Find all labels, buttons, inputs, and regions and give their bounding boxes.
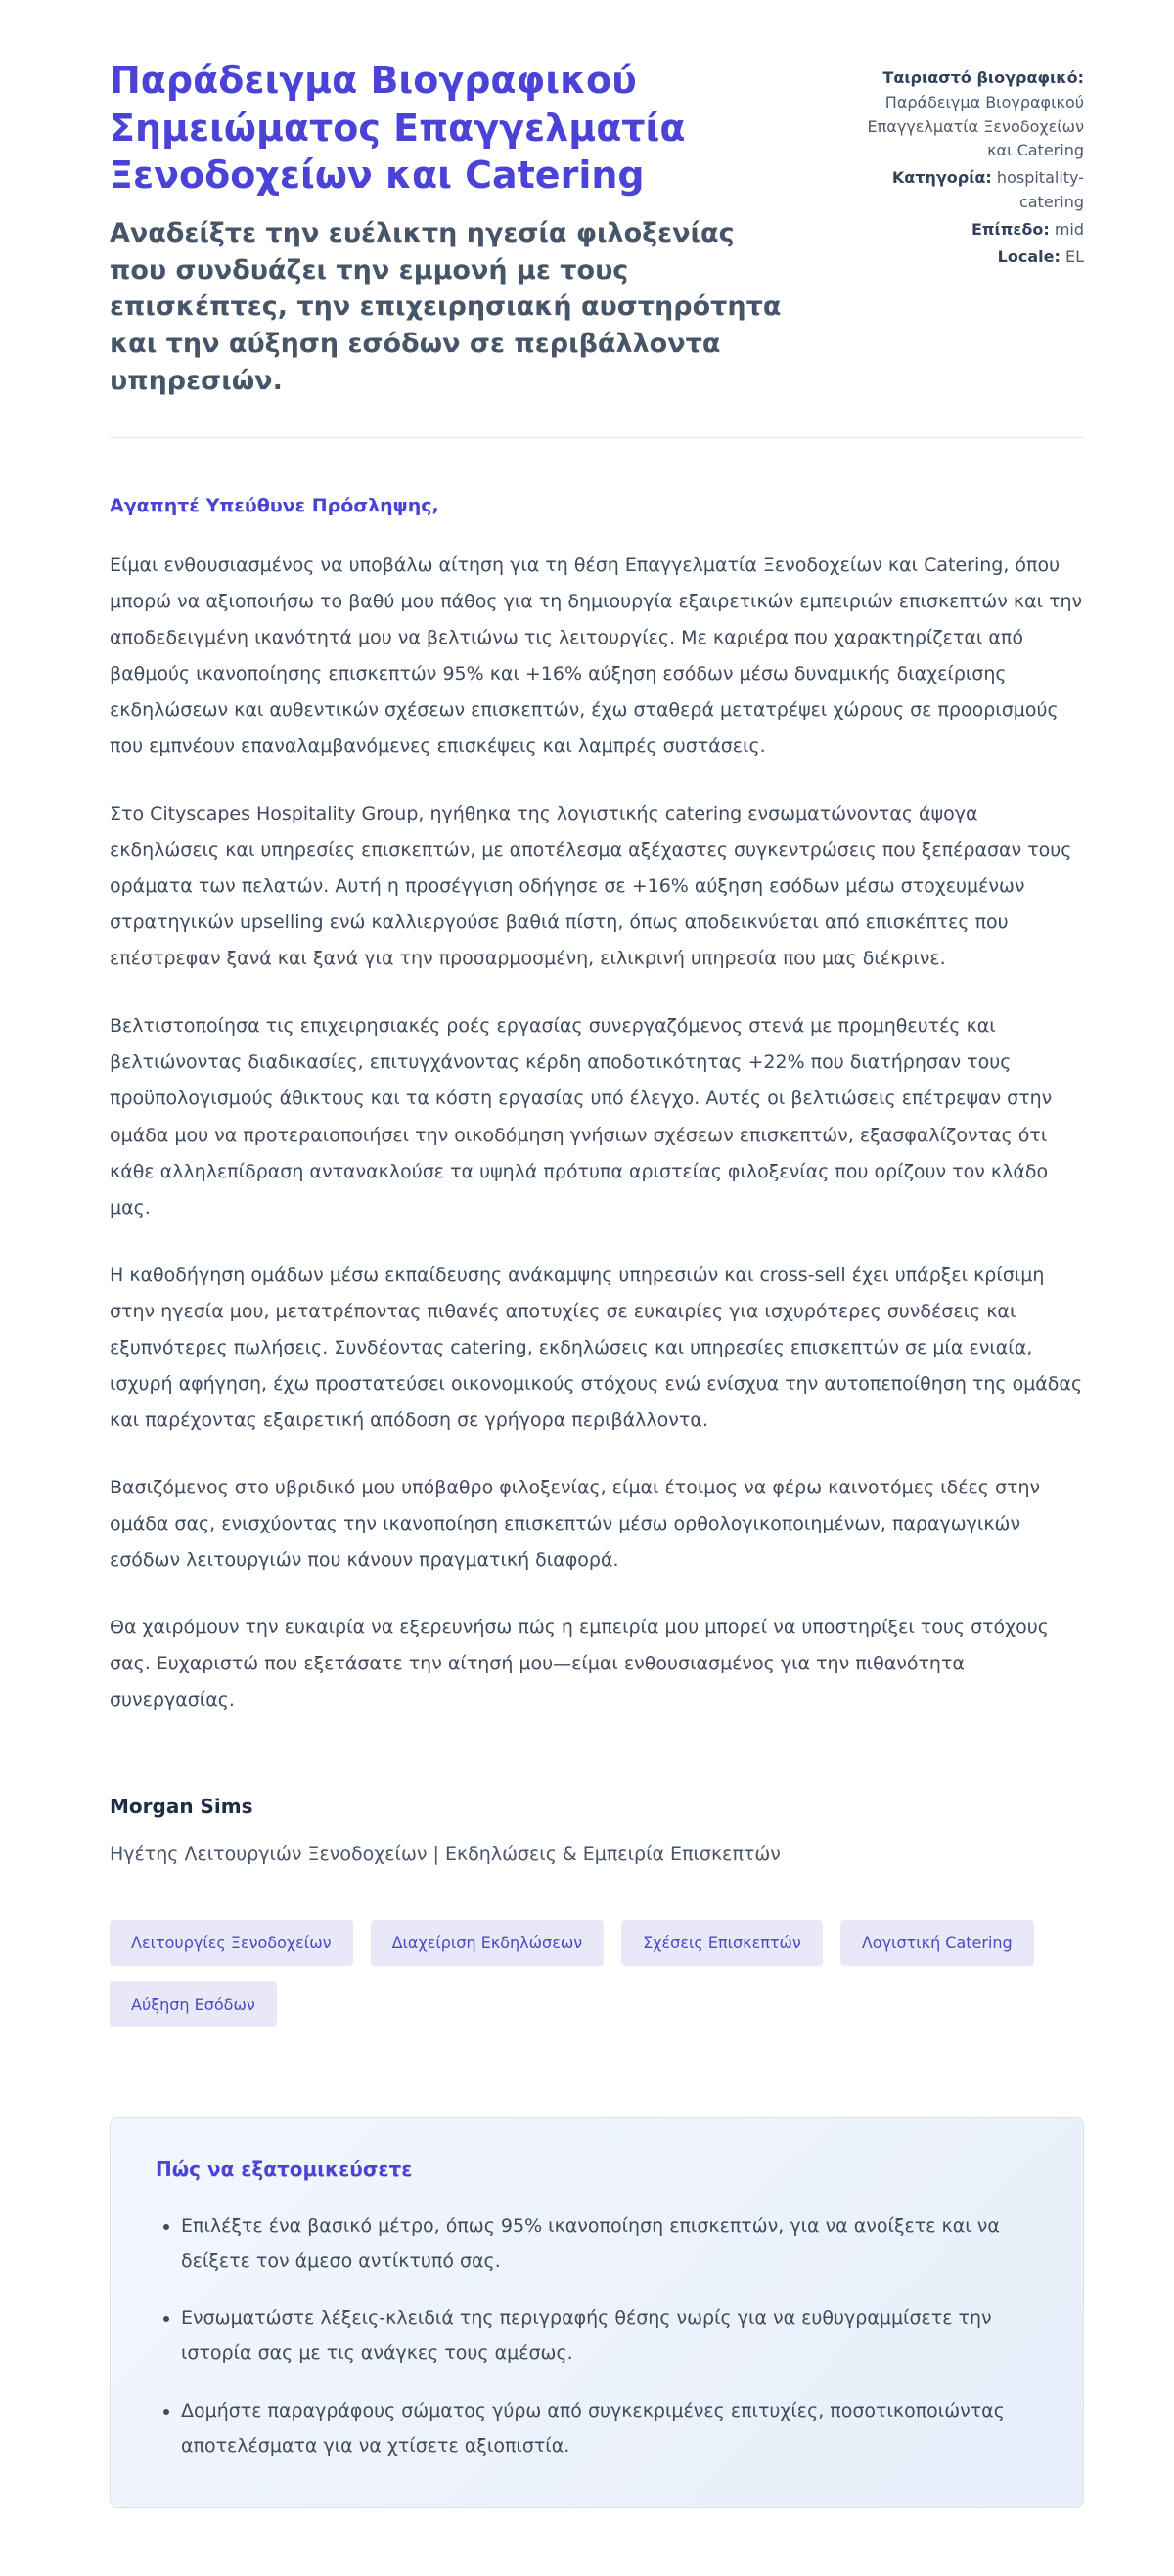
meta-label: Locale: (997, 246, 1061, 266)
letter-paragraph: Η καθοδήγηση ομάδων μέσω εκπαίδευσης ανάκαμψης υπηρεσιών και cross-sell έχει υπάρξει κρίσιμη στην ηγεσία μου, μετατρέποντας πιθανές αποτυχίες σε ευκαιρίες για ισχυρότερες συνδέσεις και εξυπνότερες πωλήσεις. Συνδέοντας catering, εκδηλώσεις και υπηρεσίες επισκεπτών σε μία ενιαία, ισχυρή αφήγηση, έχω προστατεύσει οικονομικούς στόχους ενώ ενίσχυα την αυτοπεποίθηση της ομάδας και παρέχοντας εξαιρετική απόδοση σε γρήγορα περιβάλλοντα. (110, 1264, 1083, 1431)
tip-item: • Ενσωματώστε λέξεις-κλειδιά της περιγραφής θέσης νωρίς για να ευθυγραμμίσετε την ιστορία σας με τις ανάγκες τους αμέσως. (181, 2300, 1038, 2371)
meta-value: Παράδειγμα Βιογραφικού Επαγγελματία Ξενοδοχείων και Catering (867, 92, 1084, 160)
meta-label: Ταιριαστό βιογραφικό: (882, 68, 1084, 87)
skill-tags (110, 1920, 1084, 2027)
letter-paragraph: Θα χαιρόμουν την ευκαιρία να εξερευνήσω πώς η εμπειρία μου μπορεί να υποστηρίξει τους στόχους σας. Ευχαριστώ που εξετάσατε την αίτησή μου—είμαι ενθουσιασμένος για την πιθανότητα συνεργασίας. (110, 1617, 1049, 1711)
header-divider (110, 437, 1084, 438)
tips-heading: Πώς να εξατομικεύσετε (156, 2157, 413, 2182)
letter-greeting: Αγαπητέ Υπεύθυνε Πρόσληψης, (110, 494, 439, 516)
page-title: Παράδειγμα Βιογραφικού Σημειώματος Επαγγελματία Ξενοδοχείων και Catering (110, 59, 686, 198)
meta-row-locale (849, 245, 1084, 270)
meta-value: mid (1054, 219, 1084, 239)
meta-panel (849, 57, 1084, 272)
signature-role: Ηγέτης Λειτουργιών Ξενοδοχείων | Εκδηλώσεις & Εμπειρία Επισκεπτών (110, 1843, 781, 1866)
meta-row-category (849, 166, 1084, 215)
cover-letter-body (110, 495, 1084, 1865)
meta-label: Κατηγορία: (891, 168, 992, 188)
header-title-block (110, 57, 802, 400)
customization-tips-box (110, 2117, 1084, 2508)
meta-value: hospitality-catering (996, 168, 1084, 211)
page-subtitle: Αναδείξτε την ευέλικτη ηγεσία φιλοξενίας που συνδυάζει την εμμονή με τους επισκέπτες, την επιχειρησιακή αυστηρότητα και την αύξηση εσόδων σε περιβάλλοντα υπηρεσιών. (110, 217, 782, 397)
tips-list (156, 2208, 1038, 2464)
meta-row-level (849, 218, 1084, 243)
letter-paragraph: Βελτιστοποίησα τις επιχειρησιακές ροές εργασίας συνεργαζόμενος στενά με προμηθευτές και βελτιώνοντας διαδικασίες, επιτυγχάνοντας κέρδη αποδοτικότητας +22% που διατήρησαν τους προϋπολογισμούς άθικτους και τα κόστη εργασίας υπό έλεγχο. Αυτές οι βελτιώσεις επέτρεψαν στην ομάδα μου να προτεραιοποιήσει την οικοδόμηση γνήσιων σχέσεων επισκεπτών, εξασφαλίζοντας ότι κάθε αλληλεπίδραση αντανακλούσε τα υψηλά πρότυπα αριστείας φιλοξενίας που ορίζουν τον κλάδο μας. (110, 1015, 1053, 1219)
letter-paragraph: Είμαι ενθουσιασμένος να υποβάλω αίτηση για τη θέση Επαγγελματία Ξενοδοχείων και Catering, όπου μπορώ να αξιοποιήσω το βαθύ μου πάθος για τη δημιουργία εξαιρετικών εμπειριών επισκεπτών και την αποδεδειγμένη ικανότητά μου να βελτιώνω τις λειτουργίες. Με καριέρα που χαρακτηρίζεται από βαθμούς ικανοποίησης επισκεπτών 95% και +16% αύξηση εσόδων μέσω δυναμικής διαχείρισης εκδηλώσεων και αυθεντικών σχέσεων επισκεπτών, έχω σταθερά μετατρέψει χώρους σε προορισμούς που εμπνέουν επαναλαμβανόμενες επισκέψεις και λαμπρές συστάσεις. (110, 554, 1083, 758)
skill-tag: Διαχείριση Εκδηλώσεων (371, 1920, 605, 1966)
meta-value: EL (1064, 246, 1084, 266)
meta-row-matching-resume (849, 67, 1084, 163)
letter-paragraph: Στο Cityscapes Hospitality Group, ηγήθηκα της λογιστικής catering ενσωματώνοντας άψογα εκδηλώσεις και υπηρεσίες επισκεπτών, με αποτέλεσμα αξέχαστες συγκεντρώσεις που ξεπέρασαν τους οράματα των πελατών. Αυτή η προσέγγιση οδήγησε σε +16% αύξηση εσόδων μέσω στοχευμένων στρατηγικών upselling ενώ καλλιεργούσε βαθιά πίστη, όπως αποδεικνύεται από επισκέπτες που επέστρεφαν ξανά και ξανά για την προσαρμοσμένη, ειλικρινή υπηρεσία που μας διέκρινε. (110, 803, 1072, 970)
skill-tag: Λειτουργίες Ξενοδοχείων (110, 1920, 353, 1966)
skill-tag: Σχέσεις Επισκεπτών (621, 1920, 823, 1966)
header (110, 57, 1084, 400)
skill-tag: Λογιστική Catering (840, 1920, 1034, 1966)
skill-tag: Αύξηση Εσόδων (110, 1981, 277, 2027)
letter-paragraph: Βασιζόμενος στο υβριδικό μου υπόβαθρο φιλοξενίας, είμαι έτοιμος να φέρω καινοτόμες ιδέες στην ομάδα σας, ενισχύοντας την ικανοποίηση επισκεπτών μέσω ορθολογικοποιημένων, παραγωγικών εσόδων λειτουργιών που κάνουν πραγματική διαφορά. (110, 1476, 1041, 1571)
tip-item: • Δομήστε παραγράφους σώματος γύρω από συγκεκριμένες επιτυχίες, ποσοτικοποιώντας αποτελέσματα για να χτίσετε αξιοπιστία. (181, 2393, 1038, 2464)
tip-item: • Επιλέξτε ένα βασικό μέτρο, όπως 95% ικανοποίηση επισκεπτών, για να ανοίξετε και να δείξετε τον άμεσο αντίκτυπό σας. (181, 2208, 1038, 2279)
signature-name: Morgan Sims (110, 1795, 253, 1819)
meta-label: Επίπεδο: (971, 219, 1050, 239)
